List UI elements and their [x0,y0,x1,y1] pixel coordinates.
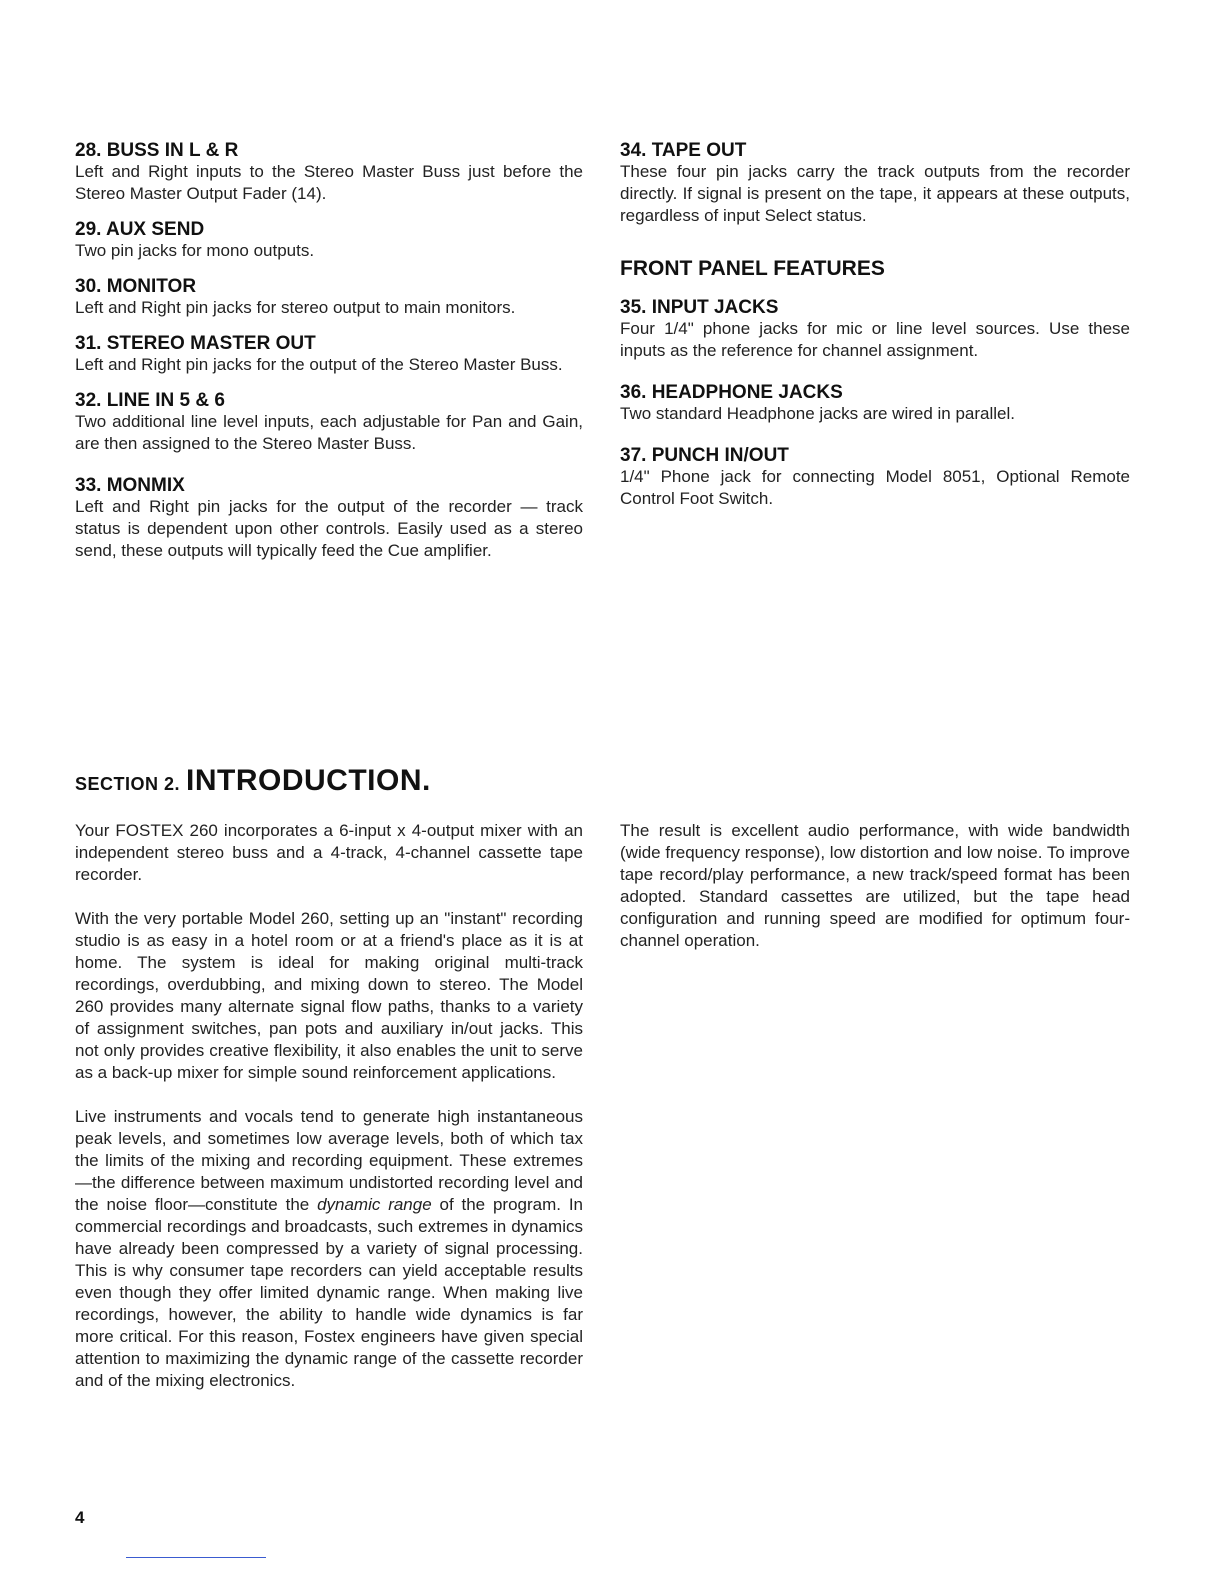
item-30 [75,276,583,319]
footer-rule [126,1557,266,1558]
page-number: 4 [75,1508,85,1527]
item-heading: 34. TAPE OUT [620,140,747,161]
item-34 [620,140,1130,227]
item-36 [620,382,1130,425]
item-heading: 33. MONMIX [75,475,185,496]
item-28 [75,140,583,205]
item-heading: 31. STEREO MASTER OUT [75,333,316,354]
intro-paragraph-2: With the very portable Model 260, setting up an "instant" recording studio is as easy in a hotel room or at a friend's place as it is at home. The system is ideal for making original multi-track recordings, overdubbing, and mixing down to stereo. The Model 260 provides many alternate signal flow paths, thanks to a variety of assignment switches, pan pots and auxiliary in/out jacks. This not only provides creative flexibility, it also enables the unit to serve as a back-up mixer for simple sound reinforcement applications. [75,909,583,1082]
intro-right-column [620,820,1130,974]
right-top-column [620,140,1130,510]
intro-p3-emphasis: dynamic range [317,1195,432,1214]
left-top-column [75,140,583,562]
front-panel-heading: FRONT PANEL FEATURES [620,257,885,280]
intro-p3-end: of the program. In commercial recordings and broadcasts, such extremes in dynamics have already been compressed by a variety of signal processing. This is why consumer tape recorders can yield acceptable results even though they offer limited dynamic range. When making live recordings, however, the ability to handle wide dynamics is far more critical. For this reason, Fostex engineers have given special attention to maximizing the dynamic range of the cassette recorder and of the mixing electronics. [75,1195,583,1390]
item-body: Left and Right pin jacks for the output of the recorder — track status is dependent upon other controls. Easily used as a stereo send, these outputs will typically feed the Cue amplifier. [75,497,583,560]
item-body: Four 1/4" phone jacks for mic or line level sources. Use these inputs as the reference for channel assignment. [620,319,1130,360]
item-body: Left and Right pin jacks for the output of the Stereo Master Buss. [75,355,563,374]
item-31 [75,333,583,376]
item-35 [620,297,1130,362]
item-body: Two additional line level inputs, each adjustable for Pan and Gain, are then assigned to the Stereo Master Buss. [75,412,583,453]
item-heading: 28. BUSS IN L & R [75,140,239,161]
item-heading: 36. HEADPHONE JACKS [620,382,843,403]
section-label: SECTION 2. [75,774,181,794]
intro-paragraph-4: The result is excellent audio performance, with wide bandwidth (wide frequency response), low distortion and low noise. To improve tape record/play performance, a new track/speed format has been adopted. Standard cassettes are utilized, but the tape head configuration and running speed are modified for optimum four-channel operation. [620,821,1130,950]
item-heading: 29. AUX SEND [75,219,205,240]
intro-paragraph-1: Your FOSTEX 260 incorporates a 6-input x 4-output mixer with an independent stereo buss and a 4-track, 4-channel cassette tape recorder. [75,821,583,884]
item-body: Two pin jacks for mono outputs. [75,241,315,260]
item-body: Left and Right inputs to the Stereo Master Buss just before the Stereo Master Output Fader (14). [75,162,583,203]
item-body: Left and Right pin jacks for stereo output to main monitors. [75,298,516,317]
item-body: These four pin jacks carry the track outputs from the recorder directly. If signal is present on the tape, it appears at these outputs, regardless of input Select status. [620,162,1130,225]
item-heading: 30. MONITOR [75,276,197,297]
item-heading: 37. PUNCH IN/OUT [620,445,789,466]
intro-left-column [75,820,583,1414]
item-33 [75,475,583,562]
item-29 [75,219,583,262]
section-title [75,764,431,798]
item-32 [75,390,583,455]
item-37 [620,445,1130,510]
intro-p3-start: Live instruments and vocals tend to generate high instantaneous peak levels, and sometimes low average levels, both of which tax the limits of the mixing and recording equipment. These extremes—the difference between maximum undistorted recording level and the noise floor—constitute the [75,1107,583,1214]
item-heading: 35. INPUT JACKS [620,297,779,318]
item-heading: 32. LINE IN 5 & 6 [75,390,225,411]
section-name: INTRODUCTION. [186,764,431,797]
item-body: Two standard Headphone jacks are wired in parallel. [620,404,1016,423]
item-body: 1/4" Phone jack for connecting Model 8051, Optional Remote Control Foot Switch. [620,467,1130,508]
intro-paragraph-3 [75,1106,583,1392]
